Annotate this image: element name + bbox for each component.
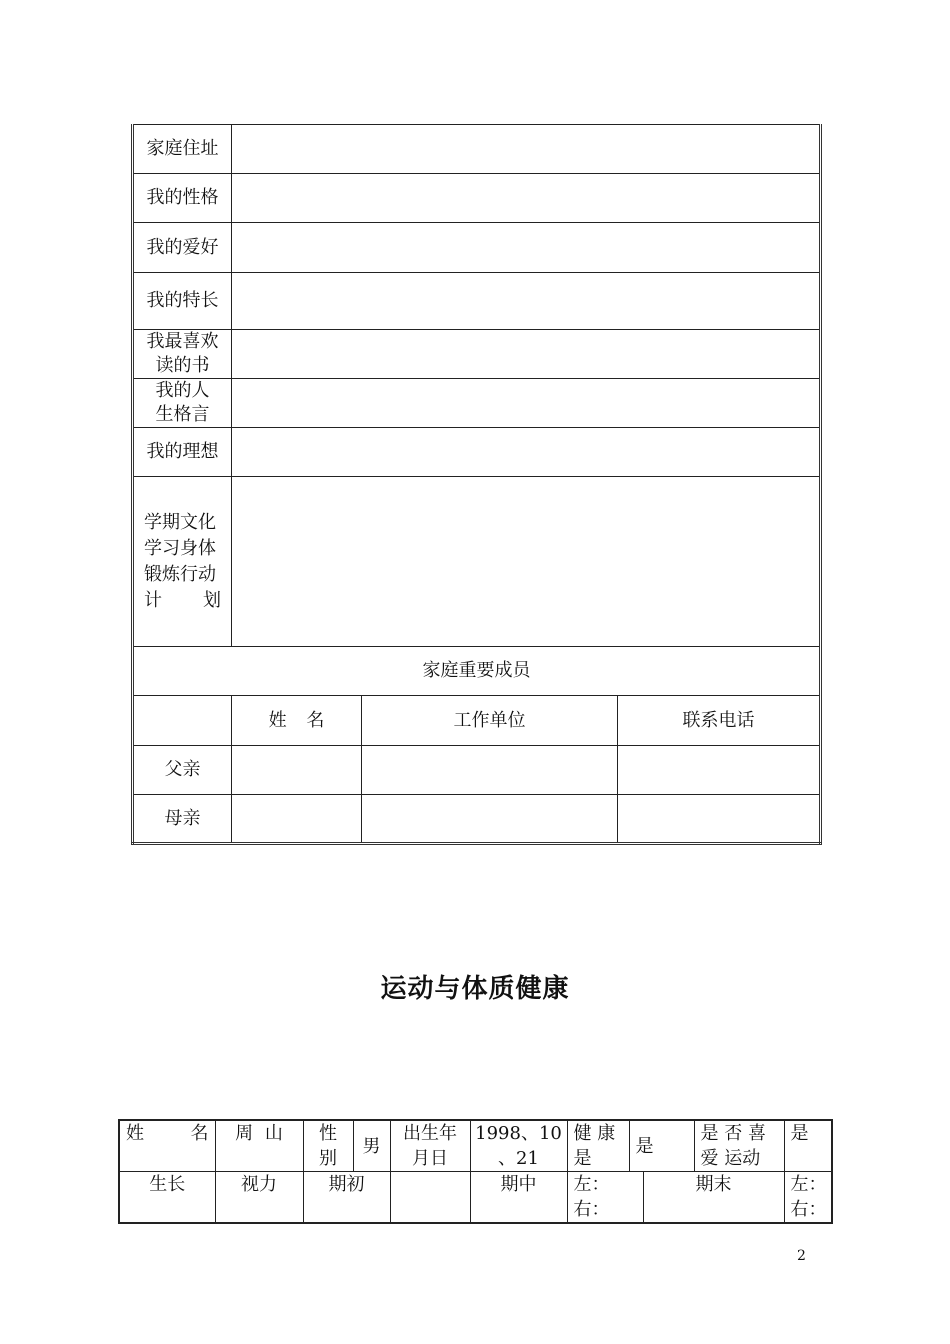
end-left-eye: 左： <box>790 1174 827 1195</box>
father-label: 父亲 <box>133 746 232 795</box>
mother-name-cell[interactable] <box>232 795 362 844</box>
life-motto-label <box>133 379 232 428</box>
favorite-book-value[interactable] <box>232 330 821 379</box>
semester-plan-value[interactable] <box>232 477 821 647</box>
hobby-value[interactable] <box>232 223 821 273</box>
health-label-line-2: 是 <box>573 1148 592 1169</box>
personal-info-table <box>131 124 822 845</box>
family-header-phone: 联系电话 <box>618 696 821 746</box>
mid-label: 期中 <box>470 1172 567 1224</box>
specialty-value[interactable] <box>232 273 821 330</box>
plan-label-ji: 计 <box>144 589 162 611</box>
mid-value[interactable] <box>567 1172 643 1224</box>
growth-label: 生长 <box>119 1172 215 1224</box>
plan-label-hua: 划 <box>203 589 221 611</box>
plan-label-line-2: 学习身体 <box>144 537 216 559</box>
plan-label-line-1: 学期文化 <box>144 511 216 533</box>
favorite-book-label-line-2: 读的书 <box>155 355 210 376</box>
family-header-blank <box>133 696 232 746</box>
mother-work-cell[interactable] <box>362 795 618 844</box>
likes-sport-label <box>694 1120 784 1172</box>
gender-label <box>303 1120 353 1172</box>
page-number: 2 <box>797 1248 806 1264</box>
table-row <box>133 696 821 746</box>
birth-value-line-2: 、21 <box>498 1148 539 1169</box>
gender-label-line-1: 性 <box>319 1123 337 1144</box>
initial-label: 期初 <box>303 1172 390 1224</box>
life-motto-label-line-1: 我的人 <box>155 380 210 401</box>
table-row <box>133 273 821 330</box>
table-row <box>133 428 821 477</box>
mother-phone-cell[interactable] <box>618 795 821 844</box>
table-row <box>133 477 821 647</box>
health-label <box>567 1120 629 1172</box>
initial-value[interactable] <box>390 1172 470 1224</box>
birth-label-line-2: 月日 <box>412 1148 448 1169</box>
personality-value[interactable] <box>232 174 821 223</box>
life-motto-label-line-2: 生格言 <box>155 404 210 425</box>
favorite-book-label <box>133 330 232 379</box>
vision-label: 视力 <box>215 1172 303 1224</box>
likes-sport-value[interactable]: 是 <box>784 1120 832 1172</box>
health-value[interactable]: 是 <box>629 1120 694 1172</box>
hobby-label: 我的爱好 <box>133 223 232 273</box>
section-title: 运动与体质健康 <box>380 974 570 1004</box>
favorite-book-label-line-1: 我最喜欢 <box>146 331 219 352</box>
family-header-name: 姓 名 <box>232 696 362 746</box>
end-label: 期末 <box>643 1172 784 1224</box>
birth-value-line-1: 1998、10 <box>475 1123 562 1144</box>
semester-plan-label <box>133 477 232 647</box>
table-row <box>133 223 821 273</box>
table-row <box>133 746 821 795</box>
end-value[interactable] <box>784 1172 832 1224</box>
address-label: 家庭住址 <box>133 125 232 174</box>
mid-right-eye: 右： <box>573 1199 610 1220</box>
table-row <box>133 330 821 379</box>
table-row <box>133 379 821 428</box>
gender-value[interactable]: 男 <box>353 1120 390 1172</box>
life-motto-value[interactable] <box>232 379 821 428</box>
likes-sport-label-line-2: 爱 运动 <box>700 1148 761 1169</box>
name-label: 姓 名 <box>119 1120 215 1172</box>
sport-health-table <box>118 1119 833 1224</box>
mother-label: 母亲 <box>133 795 232 844</box>
birth-label <box>390 1120 470 1172</box>
end-right-eye: 右： <box>790 1199 827 1220</box>
plan-label-line-3: 锻炼行动 <box>144 563 216 585</box>
birth-label-line-1: 出生年 <box>403 1123 457 1144</box>
birth-value[interactable] <box>470 1120 567 1172</box>
personality-label: 我的性格 <box>133 174 232 223</box>
table-row <box>119 1120 832 1172</box>
table-row <box>119 1172 832 1224</box>
ideal-label: 我的理想 <box>133 428 232 477</box>
family-header-work: 工作单位 <box>362 696 618 746</box>
table-row <box>133 795 821 844</box>
health-label-line-1: 健 康 <box>573 1123 616 1144</box>
name-value[interactable]: 周 山 <box>215 1120 303 1172</box>
ideal-value[interactable] <box>232 428 821 477</box>
likes-sport-label-line-1: 是 否 喜 <box>700 1123 766 1144</box>
table-row <box>133 174 821 223</box>
table-row <box>133 647 821 696</box>
father-phone-cell[interactable] <box>618 746 821 795</box>
father-name-cell[interactable] <box>232 746 362 795</box>
address-value[interactable] <box>232 125 821 174</box>
gender-label-line-2: 别 <box>319 1148 337 1169</box>
father-work-cell[interactable] <box>362 746 618 795</box>
family-members-heading: 家庭重要成员 <box>133 647 821 696</box>
mid-left-eye: 左： <box>573 1174 610 1195</box>
specialty-label: 我的特长 <box>133 273 232 330</box>
plan-label-line-4 <box>144 588 221 614</box>
table-row <box>133 125 821 174</box>
